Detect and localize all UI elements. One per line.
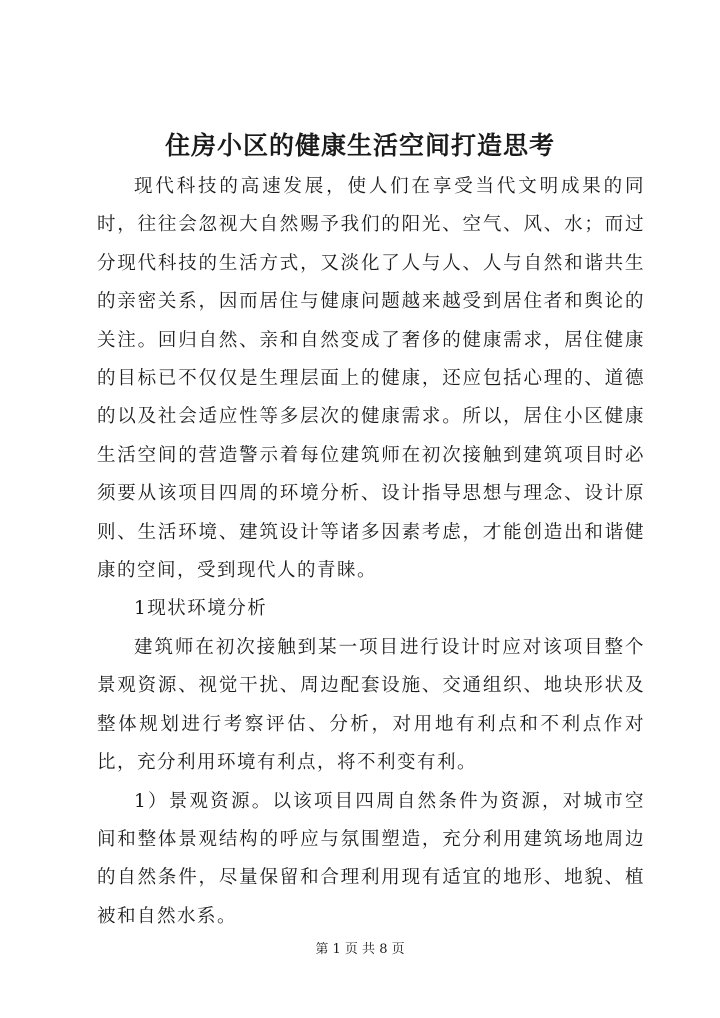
document-body (97, 168, 645, 936)
section-heading: 1现状环境分析 (134, 598, 268, 620)
paragraph-analysis: 建筑师在初次接触到某一项目进行设计时应对该项目整个景观资源、视觉干扰、周边配套设施、交通组织、地块形状及整体规划进行考察评估、分析，对用地有利点和不利点作对比，充分利用环境有利点，将不利变有利。 (97, 636, 645, 774)
document-title: 住房小区的健康生活空间打造思考 (164, 131, 555, 160)
paragraph-landscape: 1）景观资源。以该项目四周自然条件为资源，对城市空间和整体景观结构的呼应与氛围塑造，充分利用建筑场地周边的自然条件，尽量保留和合理利用现有适宜的地形、地貌、植被和自然水系。 (97, 790, 645, 927)
page-number-footer: 第 1 页 共 8 页 (315, 942, 405, 957)
paragraph-intro: 现代科技的高速发展，使人们在享受当代文明成果的同时，往往会忽视大自然赐予我们的阳光、空气、风、水；而过分现代科技的生活方式，又淡化了人与人、人与自然和谐共生的亲密关系，因而居住与健康问题越来越受到居住者和舆论的关注。回归自然、亲和自然变成了奢侈的健康需求，居住健康的目标已不仅仅是生理层面上的健康，还应包括心理的、道德的以及社会适应性等多层次的健康需求。所以，居住小区健康生活空间的营造警示着每位建筑师在初次接触到建筑项目时必须要从该项目四周的环境分析、设计指导思想与理念、设计原则、生活环境、建筑设计等诸多因素考虑，才能创造出和谐健康的空间，受到现代人的青睐。 (97, 176, 645, 582)
